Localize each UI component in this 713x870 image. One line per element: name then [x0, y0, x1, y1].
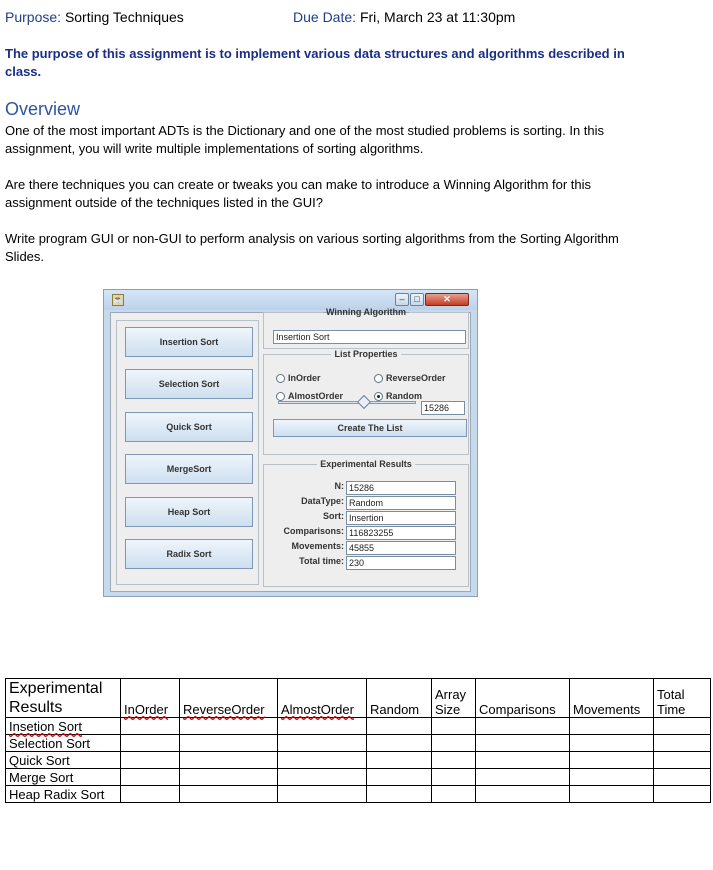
result-n-field[interactable]: 15286 [346, 481, 456, 495]
result-sort-label: Sort: [323, 511, 344, 521]
merge-sort-button[interactable]: MergeSort [125, 454, 253, 484]
radix-sort-button[interactable]: Radix Sort [125, 539, 253, 569]
table-cell[interactable] [476, 718, 570, 735]
table-row [6, 769, 711, 786]
winning-algorithm-title: Winning Algorithm [325, 307, 407, 317]
table-row [6, 752, 711, 769]
overview-paragraph-3: Write program GUI or non-GUI to perform analysis on various sorting algorithms from the Sorting Algorithm Slides. [5, 231, 619, 264]
header-movements: Movements [570, 679, 654, 718]
radio-reverseorder-label: ReverseOrder [386, 373, 446, 383]
experimental-results-group [263, 459, 469, 587]
result-comparisons-label: Comparisons: [283, 526, 344, 536]
create-list-button[interactable]: Create The List [273, 419, 467, 437]
table-cell[interactable] [570, 786, 654, 803]
table-cell[interactable] [476, 786, 570, 803]
close-icon[interactable]: ✕ [425, 293, 469, 306]
table-cell[interactable] [367, 769, 432, 786]
table-cell[interactable] [654, 769, 711, 786]
row-label-insertion [6, 718, 121, 735]
table-row [6, 786, 711, 803]
insertion-sort-button[interactable]: Insertion Sort [125, 327, 253, 357]
header-random: Random [367, 679, 432, 718]
result-comparisons-field[interactable]: 116823255 [346, 526, 456, 540]
table-cell[interactable] [121, 718, 180, 735]
header-experimental-results: Experimental Results [6, 679, 121, 718]
overview-paragraph-1: One of the most important ADTs is the Dictionary and one of the most studied problems is sorting. In this assignment, you will write multiple implementations of sorting algorithms. [5, 123, 605, 156]
sort-buttons-panel [116, 320, 259, 585]
table-cell[interactable] [570, 718, 654, 735]
header-reverseorder [180, 679, 278, 718]
header-comparisons: Comparisons [476, 679, 570, 718]
due-label: Due Date: [293, 9, 360, 25]
winning-algorithm-group [263, 307, 469, 349]
list-size-field[interactable]: 15286 [421, 401, 465, 415]
table-cell[interactable] [180, 769, 278, 786]
radio-dot [276, 374, 285, 383]
radio-dot [374, 374, 383, 383]
table-cell[interactable] [121, 786, 180, 803]
table-cell[interactable] [654, 786, 711, 803]
table-cell[interactable] [654, 735, 711, 752]
table-cell[interactable] [476, 752, 570, 769]
result-movements-label: Movements: [291, 541, 344, 551]
header-reverseorder-text: ReverseOrder [183, 702, 265, 717]
header-total-time: Total Time [654, 679, 711, 718]
table-cell[interactable] [180, 718, 278, 735]
table-cell[interactable] [654, 752, 711, 769]
table-cell[interactable] [367, 718, 432, 735]
radio-almostorder[interactable] [276, 391, 343, 401]
list-properties-group [263, 349, 469, 455]
radio-inorder[interactable] [276, 373, 321, 383]
row-label-selection: Selection Sort [6, 735, 121, 752]
purpose-statement: The purpose of this assignment is to implement various data structures and algorithms described in class. [5, 46, 625, 79]
experimental-results-table [5, 678, 711, 803]
table-cell[interactable] [367, 786, 432, 803]
selection-sort-button[interactable]: Selection Sort [125, 369, 253, 399]
table-row [6, 718, 711, 735]
radio-random-label: Random [386, 391, 422, 401]
header-array-size: Array Size [432, 679, 476, 718]
table-cell[interactable] [476, 769, 570, 786]
table-cell[interactable] [432, 786, 476, 803]
radio-inorder-label: InOrder [288, 373, 321, 383]
table-cell[interactable] [180, 786, 278, 803]
result-datatype-field[interactable]: Random [346, 496, 456, 510]
sorting-gui-window [103, 289, 478, 597]
radio-reverseorder[interactable] [374, 373, 446, 383]
winning-algorithm-field[interactable]: Insertion Sort [273, 330, 466, 344]
table-cell[interactable] [121, 752, 180, 769]
due-date-header [293, 9, 515, 25]
table-cell[interactable] [278, 735, 367, 752]
table-cell[interactable] [367, 735, 432, 752]
row-label-heap-radix: Heap Radix Sort [6, 786, 121, 803]
table-cell[interactable] [654, 718, 711, 735]
table-cell[interactable] [278, 752, 367, 769]
table-cell[interactable] [121, 735, 180, 752]
radio-random[interactable] [374, 391, 422, 401]
radio-almostorder-label: AlmostOrder [288, 391, 344, 401]
table-cell[interactable] [121, 769, 180, 786]
table-row [6, 735, 711, 752]
header-almostorder [278, 679, 367, 718]
table-cell[interactable] [570, 735, 654, 752]
table-cell[interactable] [180, 752, 278, 769]
result-datatype-label: DataType: [301, 496, 344, 506]
maximize-icon[interactable]: □ [410, 293, 424, 306]
purpose-header [5, 9, 184, 25]
result-total-time-field[interactable]: 230 [346, 556, 456, 570]
header-almostorder-text: AlmostOrder [281, 702, 354, 717]
table-cell[interactable] [432, 769, 476, 786]
row-label-insertion-text: Insetion Sort [9, 719, 82, 734]
java-app-icon: ☕ [113, 295, 123, 304]
heap-sort-button[interactable]: Heap Sort [125, 497, 253, 527]
table-cell[interactable] [367, 752, 432, 769]
table-cell[interactable] [476, 735, 570, 752]
result-n-label: N: [334, 481, 344, 491]
table-cell[interactable] [570, 752, 654, 769]
row-label-merge: Merge Sort [6, 769, 121, 786]
list-size-slider-track[interactable] [278, 401, 416, 404]
radio-dot-selected [374, 392, 383, 401]
row-label-quick: Quick Sort [6, 752, 121, 769]
experimental-results-title: Experimental Results [320, 459, 412, 469]
table-cell[interactable] [180, 735, 278, 752]
table-header-row [6, 679, 711, 718]
header-inorder-text: InOrder [124, 702, 169, 717]
quick-sort-button[interactable]: Quick Sort [125, 412, 253, 442]
table-cell[interactable] [278, 786, 367, 803]
overview-paragraph-2: Are there techniques you can create or tweaks you can make to introduce a Winning Algorithm for this assignment outside of the techniques listed in the GUI? [5, 177, 592, 210]
table-cell[interactable] [432, 718, 476, 735]
overview-title: Overview [5, 99, 81, 119]
table-cell[interactable] [278, 769, 367, 786]
result-movements-field[interactable]: 45855 [346, 541, 456, 555]
table-cell[interactable] [570, 769, 654, 786]
result-sort-field[interactable]: Insertion [346, 511, 456, 525]
radio-dot [276, 392, 285, 401]
list-size-slider-thumb[interactable] [356, 395, 370, 409]
table-cell[interactable] [432, 735, 476, 752]
purpose-label: Purpose: [5, 9, 65, 25]
table-cell[interactable] [432, 752, 476, 769]
header-inorder [121, 679, 180, 718]
result-total-time-label: Total time: [299, 556, 344, 566]
minimize-icon[interactable]: – [395, 293, 409, 306]
list-properties-title: List Properties [334, 349, 398, 359]
window-client [110, 307, 471, 592]
table-cell[interactable] [278, 718, 367, 735]
due-value: Fri, March 23 at 11:30pm [359, 9, 516, 25]
purpose-value: Sorting Techniques [64, 9, 184, 25]
